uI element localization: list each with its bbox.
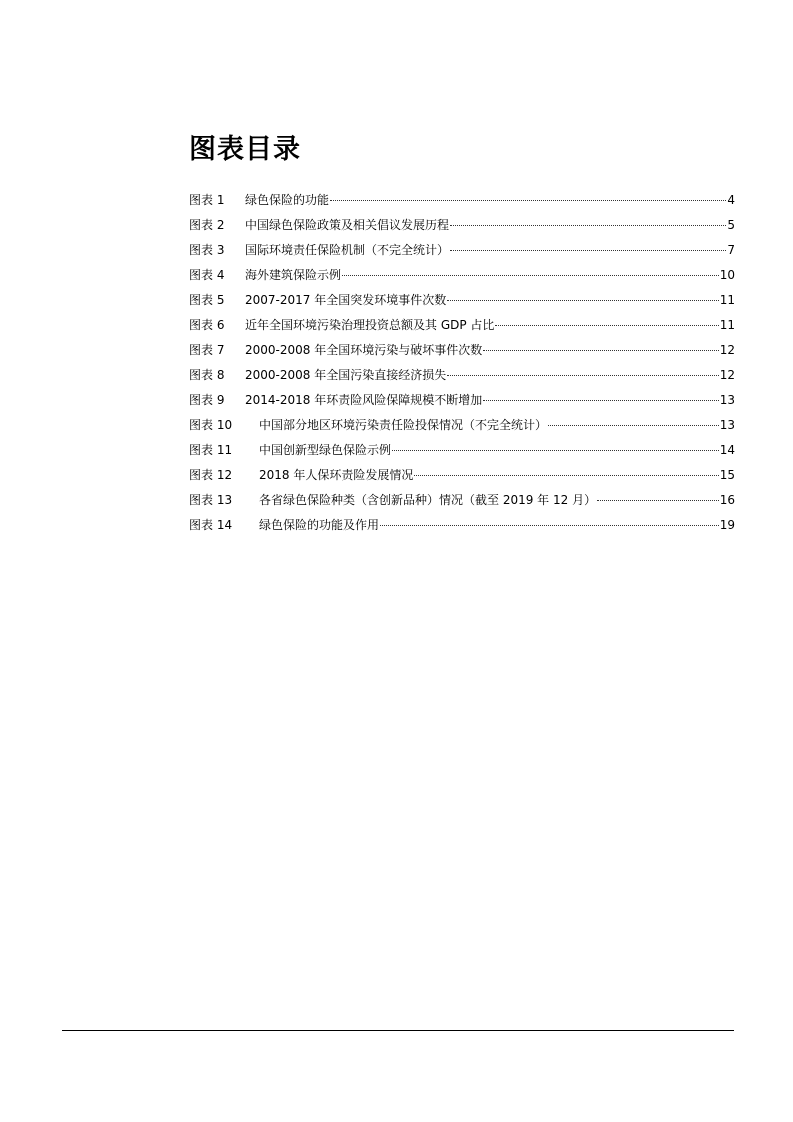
toc-entry-page: 12 bbox=[719, 343, 735, 357]
toc-entry-page: 5 bbox=[727, 218, 735, 232]
toc-entry-label: 图表 2 bbox=[189, 218, 225, 232]
toc-dot-leader bbox=[483, 400, 718, 401]
toc-entry[interactable] bbox=[189, 513, 735, 538]
toc-entry-title: 2000-2008 年全国环境污染与破坏事件次数 bbox=[245, 343, 483, 357]
toc-entry-label: 图表 10 bbox=[189, 418, 233, 432]
toc-entry-title: 各省绿色保险种类（含创新品种）情况（截至 2019 年 12 月） bbox=[259, 493, 597, 507]
toc-entry-label: 图表 6 bbox=[189, 318, 225, 332]
toc-dot-leader bbox=[414, 475, 718, 476]
toc-list bbox=[189, 188, 735, 538]
toc-dot-leader bbox=[548, 425, 719, 426]
toc-entry-page: 11 bbox=[719, 318, 735, 332]
toc-entry[interactable] bbox=[189, 413, 735, 438]
toc-entry-page: 19 bbox=[719, 518, 735, 532]
toc-entry[interactable] bbox=[189, 238, 735, 263]
toc-entry-title: 2018 年人保环责险发展情况 bbox=[259, 468, 414, 482]
toc-entry[interactable] bbox=[189, 338, 735, 363]
toc-entry-title: 近年全国环境污染治理投资总额及其 GDP 占比 bbox=[245, 318, 495, 332]
toc-entry-page: 7 bbox=[727, 243, 735, 257]
toc-entry-page: 13 bbox=[719, 393, 735, 407]
toc-entry-page: 15 bbox=[719, 468, 735, 482]
toc-entry-page: 4 bbox=[727, 193, 735, 207]
toc-dot-leader bbox=[330, 200, 726, 201]
toc-dot-leader bbox=[597, 500, 719, 501]
toc-dot-leader bbox=[450, 225, 726, 226]
toc-entry-label: 图表 5 bbox=[189, 293, 225, 307]
toc-entry-label: 图表 13 bbox=[189, 493, 233, 507]
toc-entry-title: 绿色保险的功能 bbox=[245, 193, 330, 207]
toc-entry-title: 2007-2017 年全国突发环境事件次数 bbox=[245, 293, 447, 307]
toc-entry[interactable] bbox=[189, 463, 735, 488]
toc-entry-title: 国际环境责任保险机制（不完全统计） bbox=[245, 243, 450, 257]
toc-entry[interactable] bbox=[189, 363, 735, 388]
toc-dot-leader bbox=[495, 325, 718, 326]
toc-entry-label: 图表 1 bbox=[189, 193, 225, 207]
toc-dot-leader bbox=[450, 250, 726, 251]
toc-entry-title: 2000-2008 年全国污染直接经济损失 bbox=[245, 368, 447, 382]
toc-entry[interactable] bbox=[189, 313, 735, 338]
page-title: 图表目录 bbox=[189, 134, 301, 165]
toc-dot-leader bbox=[392, 450, 719, 451]
toc-entry-label: 图表 11 bbox=[189, 443, 233, 457]
toc-entry-title: 绿色保险的功能及作用 bbox=[259, 518, 380, 532]
toc-entry-label: 图表 4 bbox=[189, 268, 225, 282]
toc-entry-page: 12 bbox=[719, 368, 735, 382]
toc-entry-page: 10 bbox=[719, 268, 735, 282]
toc-entry-label: 图表 14 bbox=[189, 518, 233, 532]
toc-entry-label: 图表 7 bbox=[189, 343, 225, 357]
toc-entry[interactable] bbox=[189, 188, 735, 213]
toc-entry[interactable] bbox=[189, 213, 735, 238]
toc-entry-page: 14 bbox=[719, 443, 735, 457]
toc-entry-page: 16 bbox=[719, 493, 735, 507]
toc-entry-title: 2014-2018 年环责险风险保障规模不断增加 bbox=[245, 393, 483, 407]
toc-entry-label: 图表 9 bbox=[189, 393, 225, 407]
toc-entry-title: 海外建筑保险示例 bbox=[245, 268, 342, 282]
toc-entry-title: 中国部分地区环境污染责任险投保情况（不完全统计） bbox=[259, 418, 548, 432]
toc-entry[interactable] bbox=[189, 488, 735, 513]
toc-dot-leader bbox=[342, 275, 719, 276]
toc-entry[interactable] bbox=[189, 288, 735, 313]
toc-dot-leader bbox=[380, 525, 719, 526]
toc-entry-label: 图表 12 bbox=[189, 468, 233, 482]
toc-entry[interactable] bbox=[189, 388, 735, 413]
toc-dot-leader bbox=[447, 375, 718, 376]
toc-entry-page: 13 bbox=[719, 418, 735, 432]
toc-entry-label: 图表 8 bbox=[189, 368, 225, 382]
toc-entry-label: 图表 3 bbox=[189, 243, 225, 257]
toc-entry-title: 中国绿色保险政策及相关倡议发展历程 bbox=[245, 218, 450, 232]
toc-entry[interactable] bbox=[189, 263, 735, 288]
toc-dot-leader bbox=[447, 300, 718, 301]
toc-entry-page: 11 bbox=[719, 293, 735, 307]
toc-dot-leader bbox=[483, 350, 718, 351]
footer-divider bbox=[62, 1030, 734, 1031]
toc-entry-title: 中国创新型绿色保险示例 bbox=[259, 443, 392, 457]
toc-entry[interactable] bbox=[189, 438, 735, 463]
